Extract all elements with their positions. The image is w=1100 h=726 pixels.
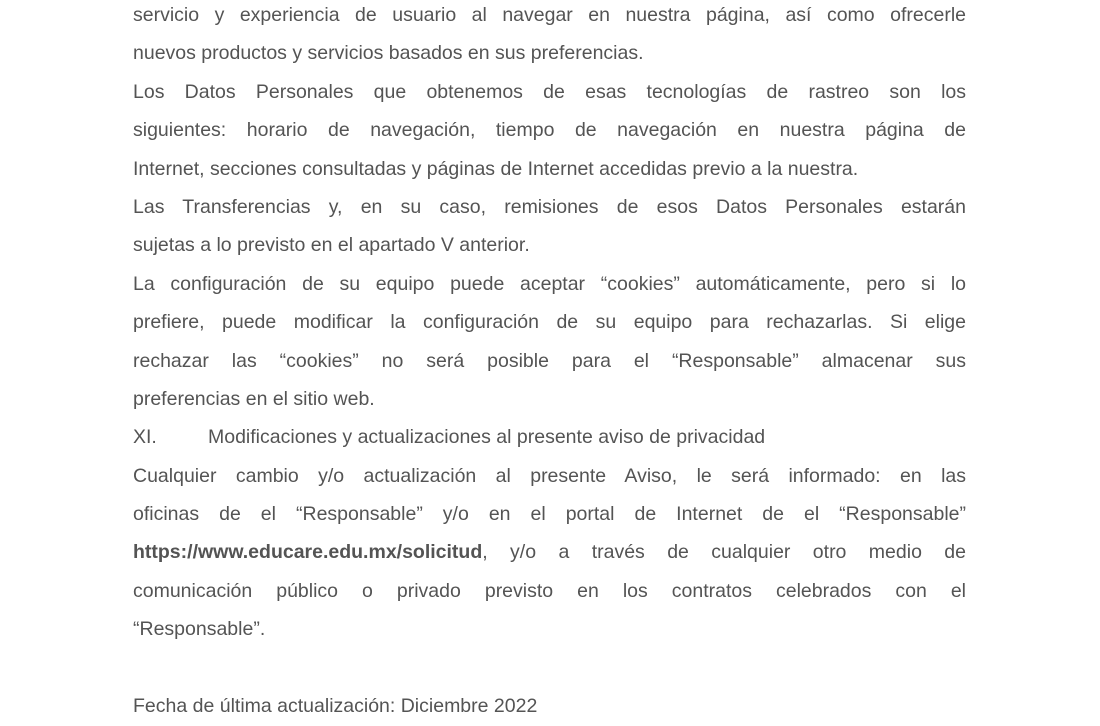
url-line-rest: , y/o a través de cualquier otro medio de	[482, 541, 966, 564]
text-line: prefiere, puede modificar la configuración de su equipo para rechazarlas. Si elige	[133, 311, 966, 334]
blank-line	[133, 649, 966, 687]
url-text: https://www.educare.edu.mx/solicitud	[133, 541, 483, 564]
last-updated-line: Fecha de última actualización: Diciembre 2022	[133, 695, 538, 718]
text-line: comunicación público o privado previsto en los contratos celebrados con el	[133, 579, 966, 602]
paragraph-end-line: nuevos productos y servicios basados en sus preferencias.	[133, 42, 644, 65]
text-line: Cualquier cambio y/o actualización al presente Aviso, le será informado: en las	[133, 464, 966, 487]
text-line: servicio y experiencia de usuario al navegar en nuestra página, así como ofrecerle	[133, 4, 966, 26]
text-line-with-url	[133, 533, 966, 571]
text-line: rechazar las “cookies” no será posible para el “Responsable” almacenar sus	[133, 349, 966, 372]
text-line: oficinas de el “Responsable” y/o en el portal de Internet de el “Responsable”	[133, 503, 966, 526]
document-content	[133, 0, 966, 725]
paragraph-end-line: Internet, secciones consultadas y páginas de Internet accedidas previo a la nuestra.	[133, 157, 859, 180]
text-line: La configuración de su equipo puede aceptar “cookies” automáticamente, pero si lo	[133, 272, 966, 295]
section-heading	[133, 418, 966, 456]
text-line: Las Transferencias y, en su caso, remisiones de esos Datos Personales estarán	[133, 195, 966, 218]
text-line: siguientes: horario de navegación, tiempo de navegación en nuestra página de	[133, 119, 966, 142]
text-line: Los Datos Personales que obtenemos de esas tecnologías de rastreo son los	[133, 80, 966, 103]
section-number: XI.	[133, 426, 157, 449]
section-title: Modificaciones y actualizaciones al presente aviso de privacidad	[208, 426, 766, 449]
paragraph-end-line: preferencias en el sitio web.	[133, 387, 375, 410]
paragraph-end-line: sujetas a lo previsto en el apartado V anterior.	[133, 234, 530, 257]
paragraph-end-line: “Responsable”.	[133, 618, 266, 641]
